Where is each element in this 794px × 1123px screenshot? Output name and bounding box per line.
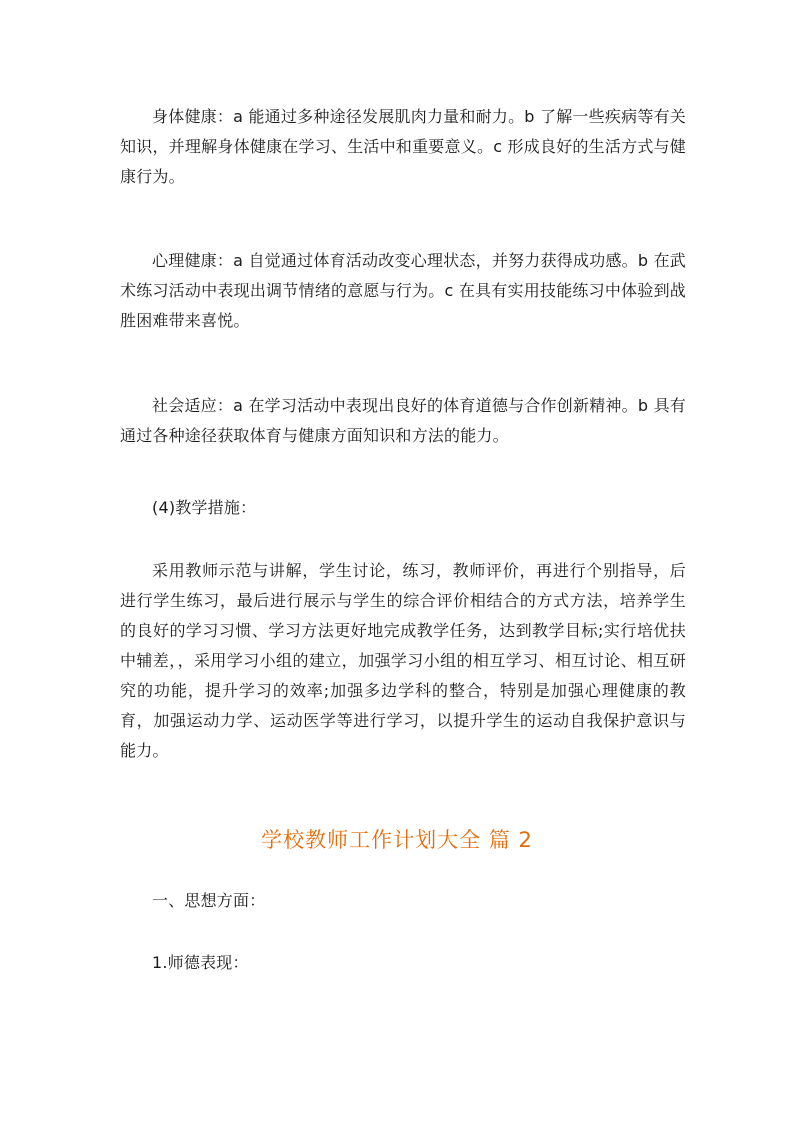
paragraph-teacher-ethics: 1.师德表现： [152,953,249,972]
paragraph-teaching-measures-heading: (4)教学措施： [152,498,257,517]
paragraph-mental-health: 心理健康：a 自觉通过体育活动改变心理状态，并努力获得成功感。b 在武术练习活动中表现出调节情绪的意愿与行为。c 在具有实用技能练习中体验到战胜困难带来喜悦。 [120,251,686,330]
paragraph-ideology-heading: 一、思想方面： [152,891,266,910]
paragraph-social-adaptation: 社会适应：a 在学习活动中表现出良好的体育道德与合作创新精神。b 具有通过各种途径获取体育与健康方面知识和方法的能力。 [120,396,686,445]
paragraph-physical-health: 身体健康：a 能通过多种途径发展肌肉力量和耐力。b 了解一些疾病等有关知识，并理解身体健康在学习、生活中和重要意义。c 形成良好的生活方式与健康行为。 [120,107,686,186]
section-title: 学校教师工作计划大全 篇 2 [261,828,533,852]
paragraph-teaching-measures: 采用教师示范与讲解，学生讨论，练习，教师评价，再进行个别指导，后进行学生练习，最后进行展示与学生的综合评价相结合的方式方法，培养学生的良好的学习习惯、学习方法更好地完成教学任务，达到教学目标;实行培优扶中辅差，，采用学习小组的建立，加强学习小组的相互学习、相互讨论、相互研究的功能，提升学习的效率;加强多边学科的整合，特别是加强心理健康的教育，加强运动力学、运动医学等进行学习，以提升学生的运动自我保护意识与能力。 [120,561,686,760]
